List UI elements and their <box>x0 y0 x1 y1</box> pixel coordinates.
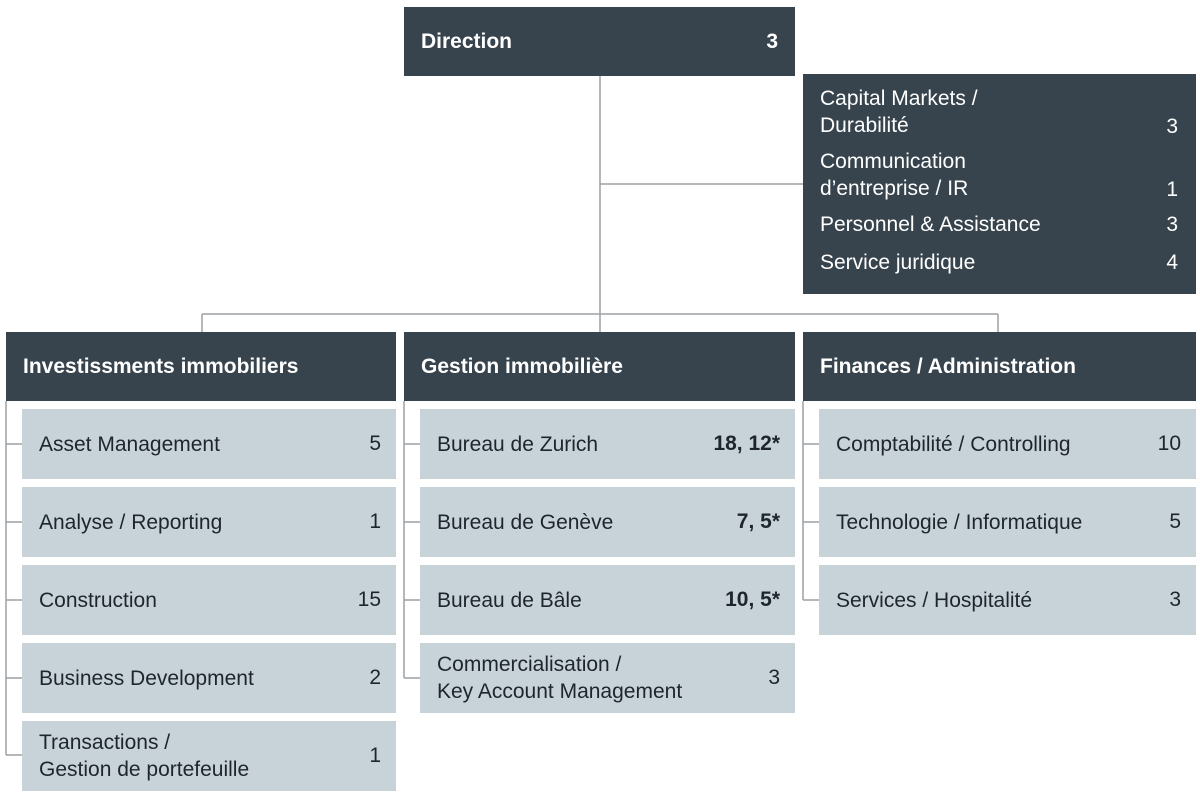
unit-count: 1 <box>369 744 381 767</box>
unit-box <box>420 565 795 635</box>
division-title: Finances / Administration <box>820 354 1076 378</box>
unit-label: Services / Hospitalité <box>836 588 1033 612</box>
staff-unit-item <box>820 148 1178 202</box>
unit-count: 3 <box>1169 588 1181 611</box>
staff-unit-count: 3 <box>1166 115 1178 138</box>
unit-count: 15 <box>357 588 381 611</box>
unit-label: Construction <box>39 588 157 612</box>
staff-unit-label: Personnel & Assistance <box>820 213 1041 236</box>
division-header-investissements <box>6 332 396 401</box>
unit-label: Transactions / Gestion de portefeuille <box>39 731 250 781</box>
unit-label: Bureau de Bâle <box>437 588 582 612</box>
unit-count: 10 <box>1157 432 1181 455</box>
staff-unit-label: Capital Markets / Durabilité <box>820 87 978 137</box>
unit-box <box>819 565 1196 635</box>
unit-count: 5 <box>1169 510 1181 533</box>
direction-label: Direction <box>421 29 513 53</box>
division-title: Investissments immobiliers <box>23 354 299 378</box>
staff-unit-item <box>820 85 1178 139</box>
unit-count: 7, 5* <box>736 510 780 533</box>
unit-label: Comptabilité / Controlling <box>836 432 1071 456</box>
direction-count: 3 <box>766 29 778 53</box>
unit-box <box>22 487 396 557</box>
staff-units-box <box>803 74 1196 294</box>
unit-label: Bureau de Zurich <box>437 432 599 456</box>
direction-box <box>404 7 795 76</box>
unit-count: 18, 12* <box>713 432 780 455</box>
unit-box <box>420 487 795 557</box>
unit-box <box>22 643 396 713</box>
division-header-gestion <box>404 332 795 401</box>
staff-unit-count: 4 <box>1166 250 1178 274</box>
unit-label: Technologie / Informatique <box>836 510 1083 534</box>
division-title: Gestion immobilière <box>421 354 623 378</box>
unit-label: Commercialisation / Key Account Management <box>437 653 683 703</box>
unit-box <box>22 409 396 479</box>
unit-count: 3 <box>768 666 780 689</box>
unit-box <box>420 409 795 479</box>
unit-count: 2 <box>369 666 381 689</box>
unit-label: Bureau de Genève <box>437 510 614 534</box>
unit-box <box>22 721 396 791</box>
unit-box <box>22 565 396 635</box>
staff-unit-count: 1 <box>1166 178 1178 201</box>
staff-unit-item <box>820 249 1178 276</box>
staff-unit-count: 3 <box>1166 212 1178 236</box>
staff-unit-label: Communication d’entreprise / IR <box>820 150 969 200</box>
unit-count: 1 <box>369 510 381 533</box>
division-header-finances <box>803 332 1196 401</box>
unit-label: Business Development <box>39 666 254 690</box>
unit-count: 10, 5* <box>725 588 780 611</box>
unit-box <box>819 409 1196 479</box>
unit-box <box>420 643 795 713</box>
unit-label: Asset Management <box>39 432 220 456</box>
unit-count: 5 <box>369 432 381 455</box>
staff-unit-item <box>820 211 1178 238</box>
staff-unit-label: Service juridique <box>820 251 976 274</box>
unit-label: Analyse / Reporting <box>39 510 223 534</box>
unit-box <box>819 487 1196 557</box>
